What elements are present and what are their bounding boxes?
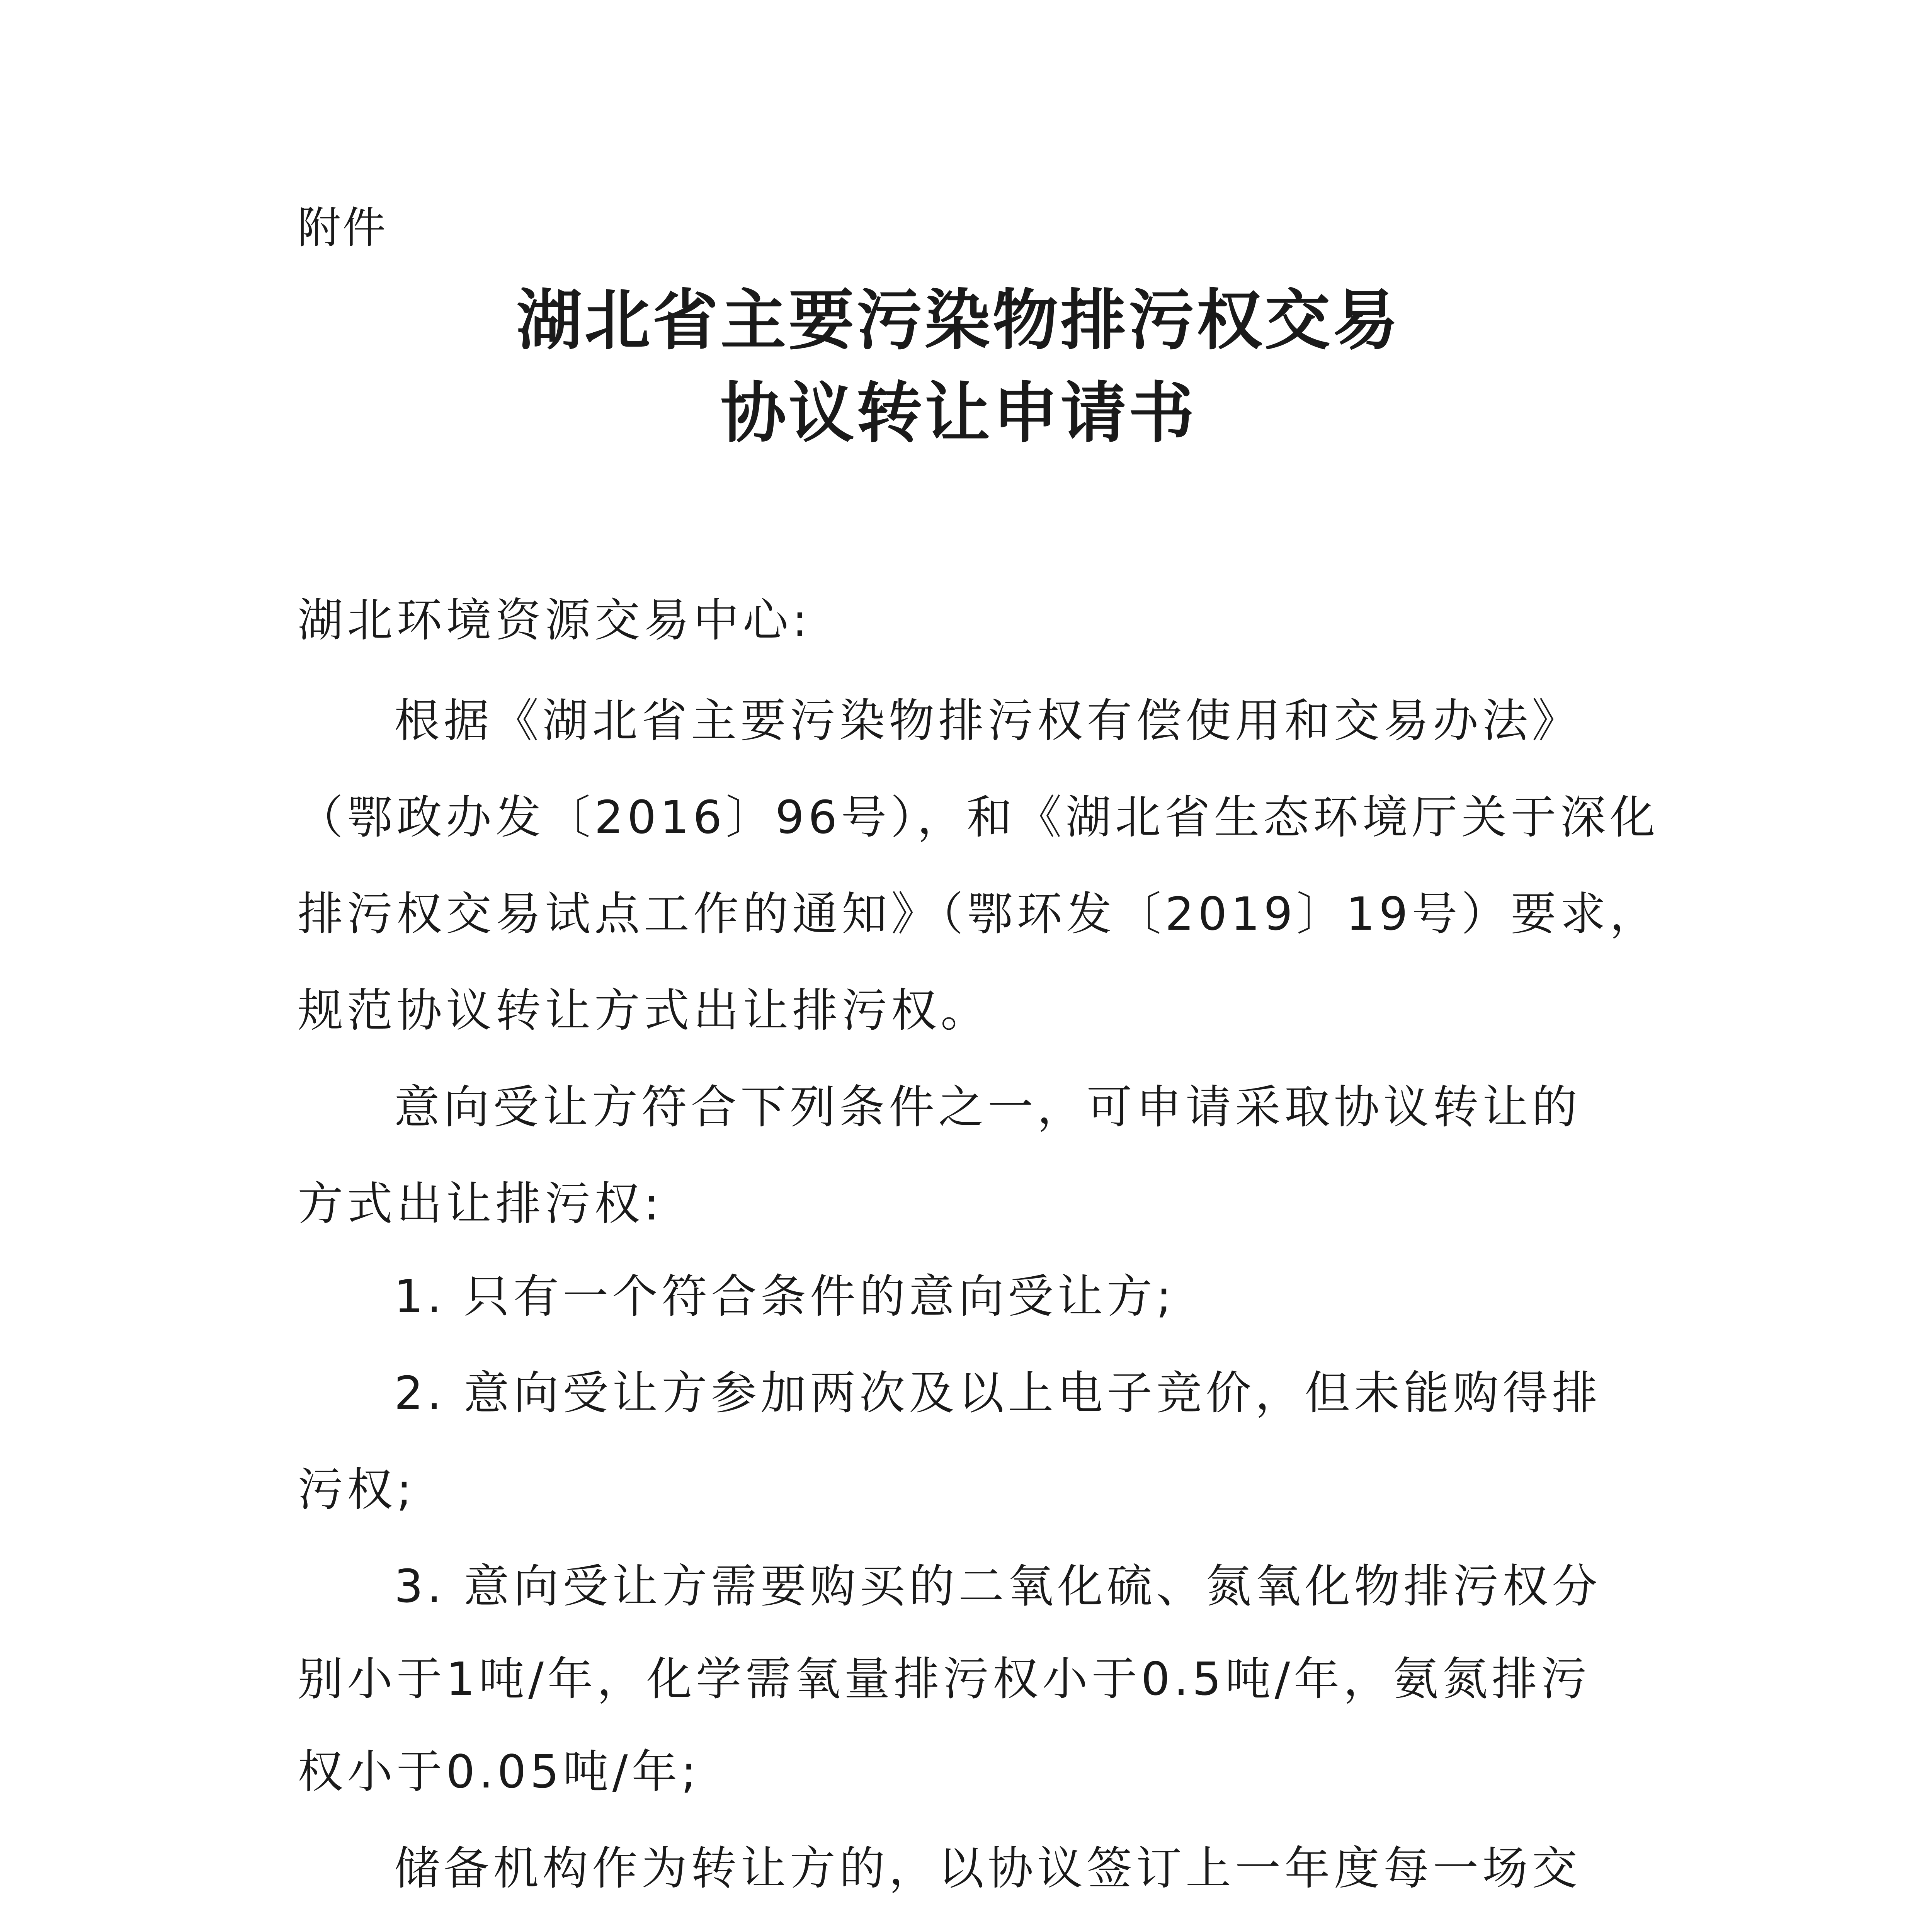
attachment-label: 附件 xyxy=(298,203,387,253)
paragraph-2-line-2: 方式出让排污权: xyxy=(298,1177,663,1230)
document-title-line-1: 湖北省主要污染物排污权交易 xyxy=(516,282,1401,359)
paragraph-1-line-2: （鄂政办发〔2016〕96号），和《湖北省生态环境厅关于深化 xyxy=(298,791,1659,844)
paragraph-1-line-1: 根据《湖北省主要污染物排污权有偿使用和交易办法》 xyxy=(394,694,1582,747)
document-title-line-2: 协议转让申请书 xyxy=(720,375,1197,452)
paragraph-3-line-1: 储备机构作为转让方的，以协议签订上一年度每一场交 xyxy=(394,1842,1582,1895)
condition-2-line-1: 2. 意向受让方参加两次及以上电子竞价，但未能购得排 xyxy=(394,1366,1602,1420)
condition-2-line-2: 污权; xyxy=(298,1463,416,1516)
condition-3-line-1: 3. 意向受让方需要购买的二氧化硫、氮氧化物排污权分 xyxy=(394,1560,1602,1613)
condition-3-line-3: 权小于0.05吨/年; xyxy=(298,1745,701,1798)
paragraph-1-line-3: 排污权交易试点工作的通知》（鄂环发〔2019〕19号）要求， xyxy=(298,887,1659,940)
addressee: 湖北环境资源交易中心: xyxy=(298,594,811,647)
paragraph-1-line-4: 规范协议转让方式出让排污权。 xyxy=(298,984,990,1037)
paragraph-2-line-1: 意向受让方符合下列条件之一，可申请采取协议转让的 xyxy=(394,1080,1582,1134)
condition-3-line-2: 别小于1吨/年，化学需氧量排污权小于0.5吨/年，氨氮排污 xyxy=(298,1652,1591,1706)
condition-1: 1. 只有一个符合条件的意向受让方; xyxy=(394,1270,1175,1323)
